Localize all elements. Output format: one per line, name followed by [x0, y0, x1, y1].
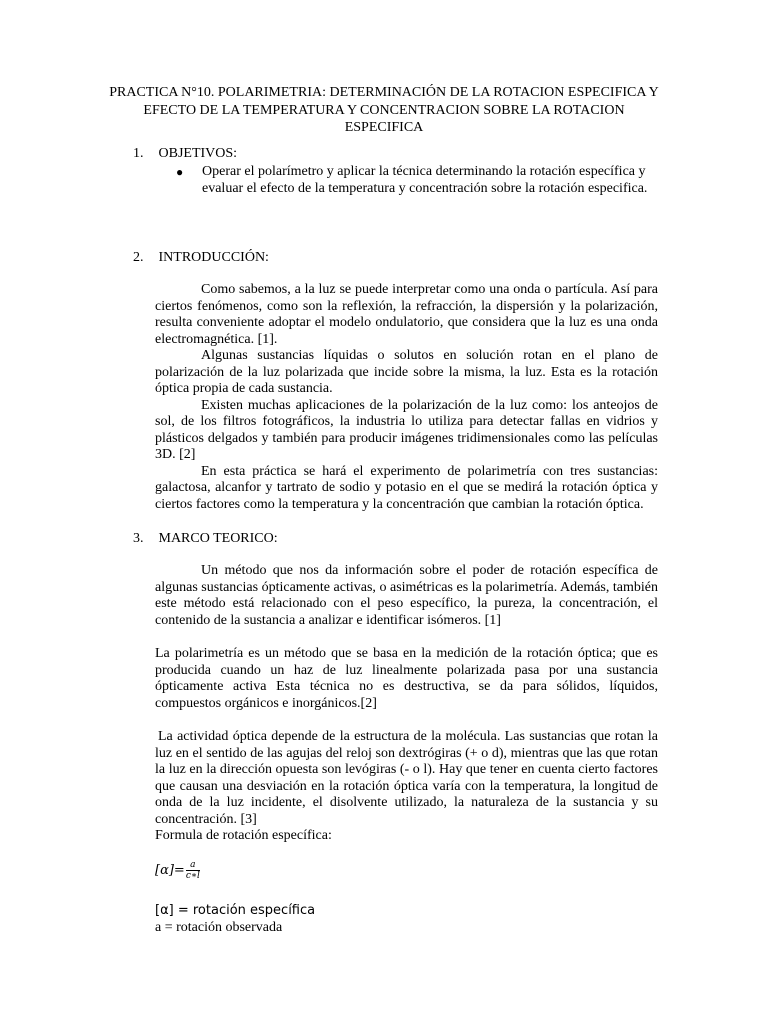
section-title: MARCO TEORICO:	[158, 531, 278, 546]
section-title: OBJETIVOS:	[158, 146, 238, 161]
section-number: 1.	[133, 146, 144, 161]
paragraph: Un método que nos da información sobre el poder de rotación específica de algunas sustancias ópticamente activas, o asimétricas es la polarimetría. Además, también este método está relacionado con el peso específico, la pureza, la concentración, el contenido de la sustancia a analizar e identificar isómeros. [1]	[155, 563, 658, 628]
paragraph: Existen muchas aplicaciones de la polarización de la luz como: los anteojos de sol, de los filtros fotográficos, la industria lo utiliza para detectar fallas en vidrios y plásticos delgados y también para producir imágenes tridimensionales como las películas 3D. [2]	[155, 397, 658, 462]
paragraph: En esta práctica se hará el experimento de polarimetría con tres sustancias: galactosa, alcanfor y tartrato de sodio y potasio en el que se medirá la rotación óptica y ciertos factores como la temperatura y la concentración que cambian la rotación óptica.	[155, 463, 658, 512]
paragraph: Como sabemos, a la luz se puede interpretar como una onda o partícula. Así para ciertos fenómenos, como son la reflexión, la refracción, la dispersión y la polarización, resulta conveniente adoptar el modelo ondulatorio, que considera que la luz es una onda electromagnética. [1].	[155, 282, 658, 347]
section-heading-marco-teorico	[133, 531, 278, 548]
section-heading-objetivos	[133, 146, 237, 163]
marco-teorico-paragraph-2	[155, 646, 658, 712]
formula-lhs: [α]=	[155, 863, 185, 878]
definition-observed-rotation: a = rotación observada	[155, 920, 283, 935]
section-number: 2.	[133, 250, 144, 265]
definition-specific-rotation: [α] = rotación específica	[155, 903, 316, 918]
paragraph: La actividad óptica depende de la estructura de la molécula. Las sustancias que rotan la luz en el sentido de las agujas del reloj son dextrógiras (+ o d), mientras que las que rotan la luz en la dirección opuesta son levógiras (- o l). Hay que tener en cuenta cierto factores que causan una desviación en la rotación óptica varía con la temperatura, la longitud de onda de la luz incidente, el disolvente utilizado, la naturaleza de la sustancia y su concentración. [3]	[155, 729, 658, 827]
formula-caption: Formula de rotación específica:	[155, 828, 332, 843]
bullet-text: Operar el polarímetro y aplicar la técnica determinando la rotación específica y evaluar el efecto de la temperatura y concentración sobre la rotación especifica.	[202, 164, 648, 196]
formula-numerator: a	[186, 860, 200, 871]
marco-teorico-paragraph-3	[155, 729, 658, 845]
specific-rotation-formula	[155, 860, 200, 881]
section-title: INTRODUCCIÓN:	[158, 250, 269, 265]
bullet-icon: ●	[176, 165, 184, 179]
section-heading-introduccion	[133, 250, 269, 267]
formula-denominator: c∗l	[185, 871, 200, 881]
section-number: 3.	[133, 531, 144, 546]
introduccion-body	[155, 282, 658, 513]
marco-teorico-paragraph-1	[155, 563, 658, 629]
paragraph: La polarimetría es un método que se basa en la medición de la rotación óptica; que es producida cuando un haz de luz linealmente polarizada pasa por una sustancia ópticamente activa Esta técnica no es destructiva, se da para sólidos, líquidos, compuestos orgánicos e inorgánicos.[2]	[155, 646, 658, 711]
paragraph: Algunas sustancias líquidas o solutos en solución rotan en el plano de polarización de la luz polarizada que incide sobre la misma, la luz. Esta es la rotación óptica propia de cada sustancia.	[155, 348, 658, 396]
document-title: PRACTICA N°10. POLARIMETRIA: DETERMINACIÓN DE LA ROTACION ESPECIFICA Y EFECTO DE LA TEMPERATURA Y CONCENTRACION SOBRE LA ROTACION ESPECIFICA	[109, 85, 659, 135]
formula-fraction	[186, 860, 200, 881]
